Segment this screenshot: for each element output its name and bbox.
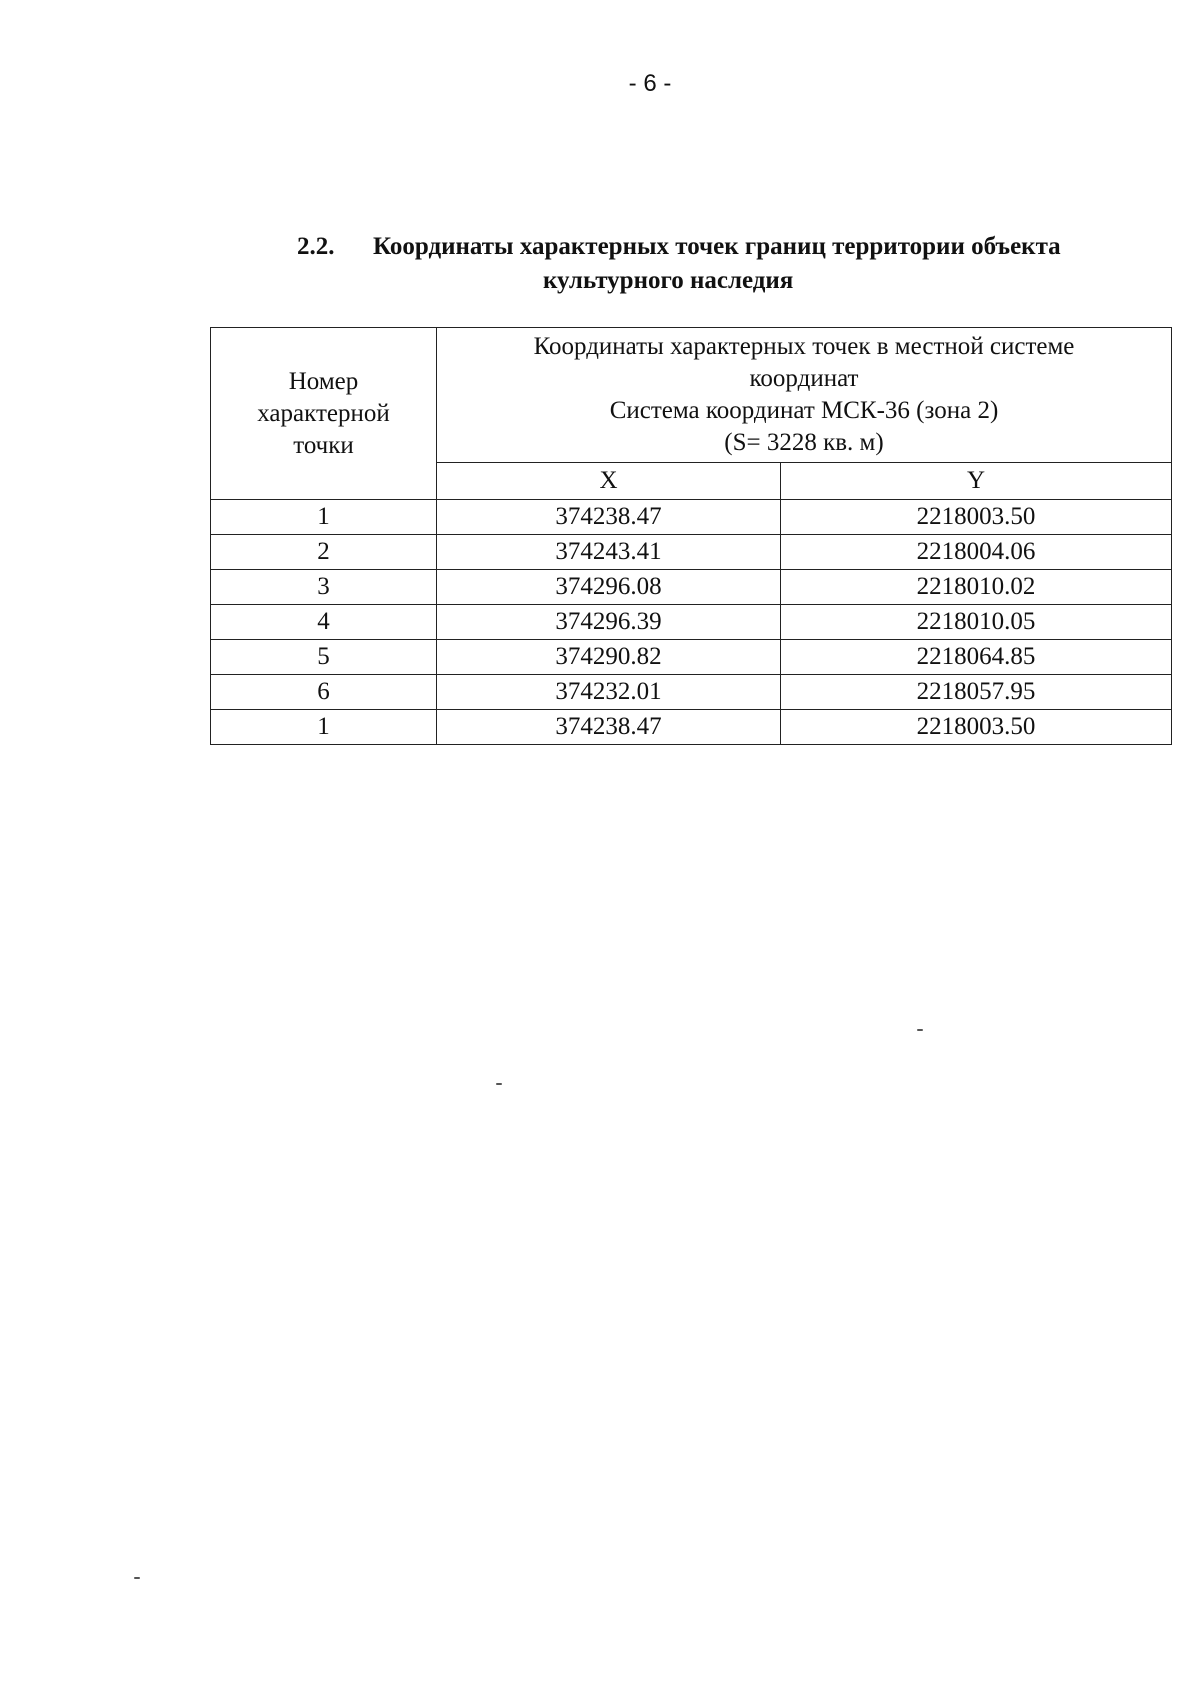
x-coordinate-cell: 374243.41 [437,535,781,570]
coords-header-line: Координаты характерных точек в местной системе [533,333,1075,360]
table-row [211,535,1172,570]
table-row [211,605,1172,640]
coordinates-table [210,327,1172,745]
coords-header-line: (S= 3228 кв. м) [724,429,884,456]
section-title-part1: Координаты характерных точек границ территории объекта [373,233,1061,260]
y-coordinate-cell: 2218010.05 [781,605,1172,640]
x-coordinate-cell: 374238.47 [437,500,781,535]
x-coordinate-cell: 374290.82 [437,640,781,675]
coords-header-line: Система координат МСК-36 (зона 2) [609,397,999,424]
x-coordinate-cell: 374296.39 [437,605,781,640]
table-row [211,710,1172,745]
y-coordinate-cell: 2218003.50 [781,500,1172,535]
y-coordinate-cell: 2218064.85 [781,640,1172,675]
section-heading-line1 [297,230,1177,264]
point-number-header [211,328,437,500]
point-header-line: Номер [288,367,359,395]
x-coordinate-cell: 374296.08 [437,570,781,605]
table-row [211,500,1172,535]
point-number-cell: 3 [211,570,437,605]
y-coordinate-cell: 2218003.50 [781,710,1172,745]
y-coordinate-cell: 2218057.95 [781,675,1172,710]
scan-speck [134,1577,140,1579]
coords-header-line: координат [749,365,859,392]
y-column-header: Y [781,463,1172,500]
y-coordinate-cell: 2218010.02 [781,570,1172,605]
table-row [211,570,1172,605]
section-number: 2.2. [297,233,335,260]
section-title-part2: культурного наследия [543,267,794,294]
point-number-cell: 5 [211,640,437,675]
scan-speck [917,1029,923,1031]
point-number-cell: 1 [211,500,437,535]
x-coordinate-cell: 374232.01 [437,675,781,710]
point-header-line: характерной [257,399,390,427]
x-coordinate-cell: 374238.47 [437,710,781,745]
point-number-cell: 4 [211,605,437,640]
point-number-cell: 6 [211,675,437,710]
section-heading [297,230,1177,298]
point-number-cell: 2 [211,535,437,570]
table-row [211,675,1172,710]
point-number-cell: 1 [211,710,437,745]
table-row [211,640,1172,675]
x-column-header: X [437,463,781,500]
coordinates-system-header [437,328,1172,463]
scan-speck [496,1083,502,1085]
point-header-line: точки [293,431,354,459]
page-number: - 6 - [628,70,672,97]
y-coordinate-cell: 2218004.06 [781,535,1172,570]
